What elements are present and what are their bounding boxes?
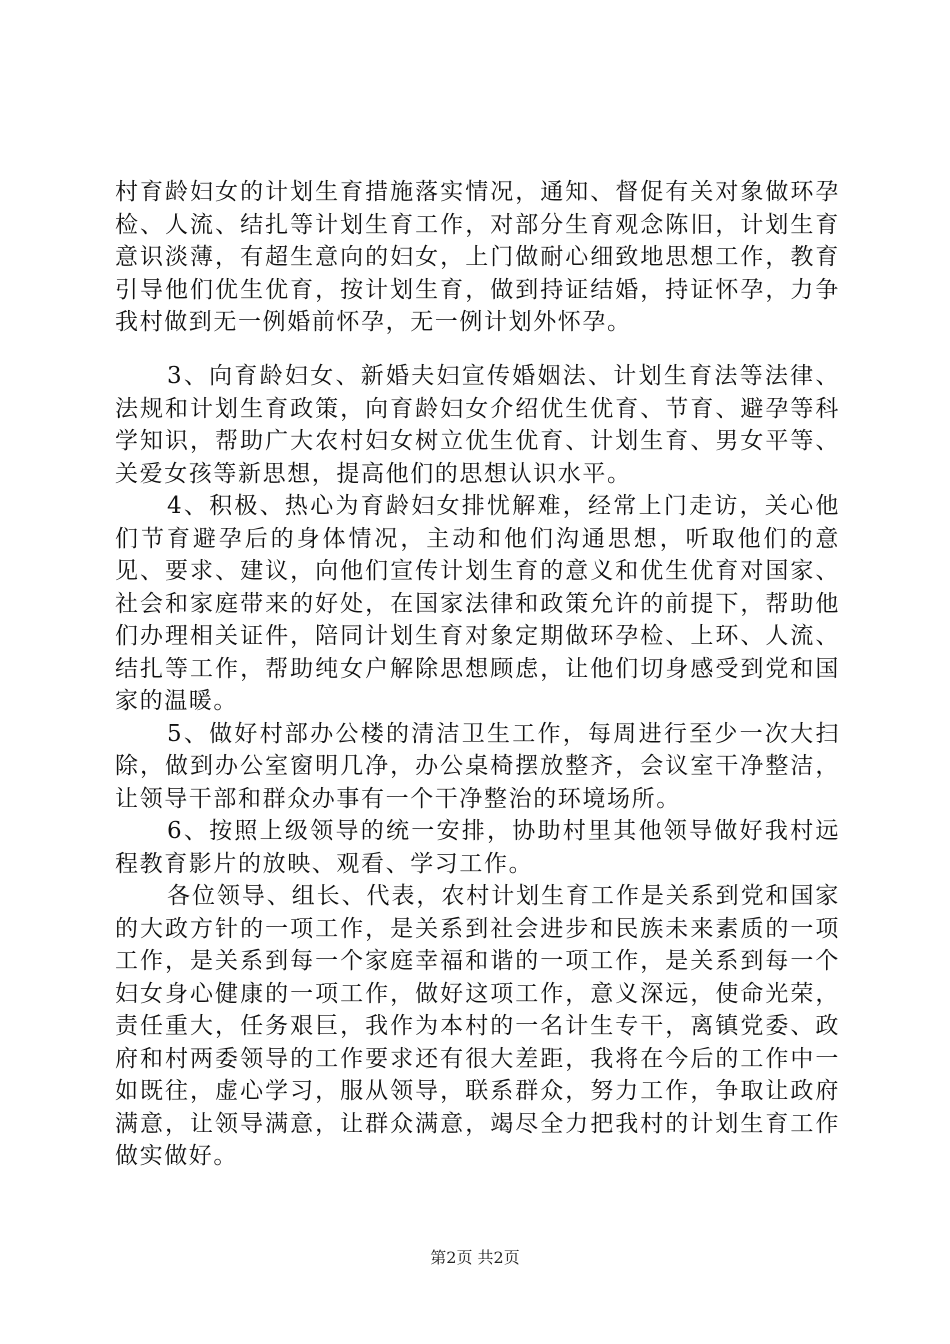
page-footer (0, 1248, 950, 1268)
paragraph-item-6: 6、按照上级领导的统一安排，协助村里其他领导做好我村远程教育影片的放映、观看、学习工作。 (115, 818, 840, 877)
document-body-top (115, 176, 840, 339)
page-number-indicator: 第2页 共2页 (430, 1248, 520, 1267)
paragraph-item-5: 5、做好村部办公楼的清洁卫生工作，每周进行至少一次大扫除，做到办公室窗明几净，办公桌椅摆放整齐，会议室干净整洁，让领导干部和群众办事有一个干净整治的环境场所。 (115, 720, 840, 812)
paragraph-item-4: 4、积极、热心为育龄妇女排忧解难，经常上门走访，关心他们节育避孕后的身体情况，主动和他们沟通思想，听取他们的意见、要求、建议，向他们宣传计划生育的意义和优生优育对国家、社会和家庭带来的好处，在国家法律和政策允许的前提下，帮助他们办理相关证件，陪同计划生育对象定期做环孕检、上环、人流、结扎等工作，帮助纯女户解除思想顾虑，让他们切身感受到党和国家的温暖。 (115, 493, 840, 714)
paragraph-closing: 各位领导、组长、代表，农村计划生育工作是关系到党和国家的大政方针的一项工作，是关系到社会进步和民族未来素质的一项工作，是关系到每一个家庭幸福和谐的一项工作，是关系到每一个妇女身心健康的一项工作，做好这项工作，意义深远，使命光荣，责任重大，任务艰巨，我作为本村的一名计生专干，离镇党委、政府和村两委领导的工作要求还有很大差距，我将在今后的工作中一如既往，虚心学习，服从领导，联系群众，努力工作，争取让政府满意，让领导满意，让群众满意，竭尽全力把我村的计划生育工作做实做好。 (115, 883, 840, 1169)
paragraph-continuation: 村育龄妇女的计划生育措施落实情况，通知、督促有关对象做环孕检、人流、结扎等计划生育工作，对部分生育观念陈旧，计划生育意识淡薄，有超生意向的妇女，上门做耐心细致地思想工作，教育引导他们优生优育，按计划生育，做到持证结婚，持证怀孕，力争我村做到无一例婚前怀孕，无一例计划外怀孕。 (115, 179, 840, 335)
document-body (115, 360, 840, 1173)
paragraph-item-3: 3、向育龄妇女、新婚夫妇宣传婚姻法、计划生育法等法律、法规和计划生育政策，向育龄妇女介绍优生优育、节育、避孕等科学知识，帮助广大农村妇女树立优生优育、计划生育、男女平等、关爱女孩等新思想，提高他们的思想认识水平。 (115, 363, 840, 487)
